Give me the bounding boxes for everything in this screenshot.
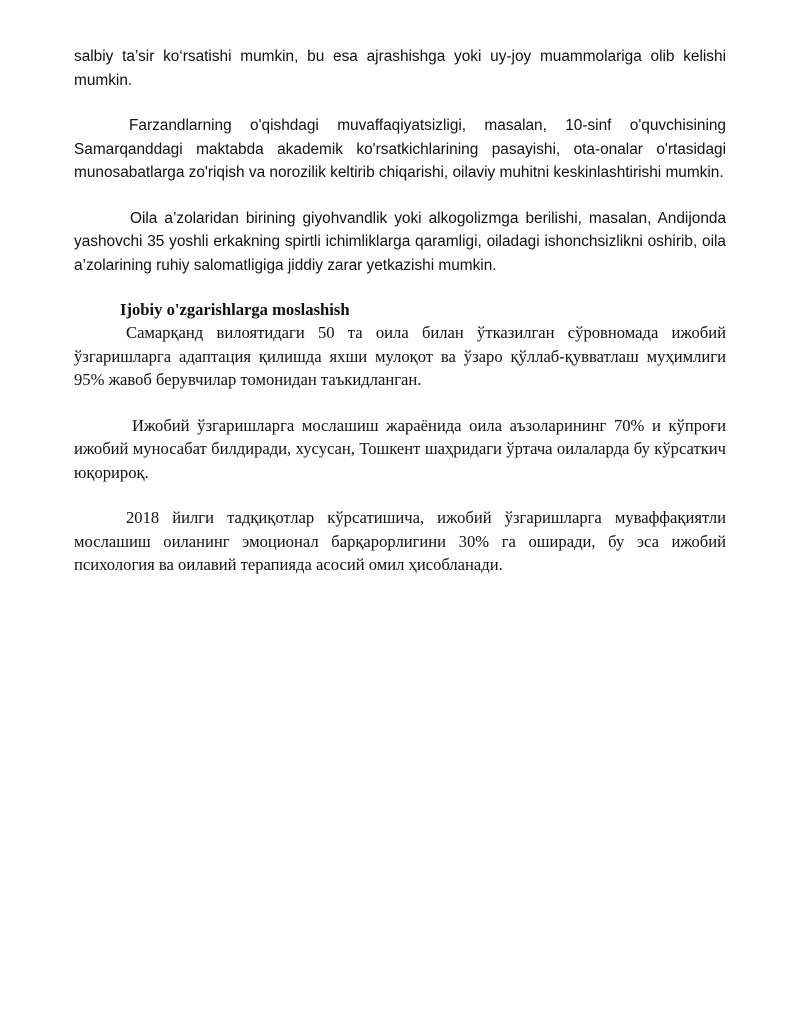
section-heading: Ijobiy o'zgarishlarga moslashish bbox=[120, 300, 350, 319]
paragraph-positive-attitude: Ижобий ўзгаришларга мослашиш жараёнида оила аъзоларининг 70% и кўпроғи ижобий муносабат билдиради, хусусан, Тошкент шаҳридаги ўртача оилаларда бу кўрсаткич юқорироқ. bbox=[74, 415, 726, 482]
document-body bbox=[74, 45, 726, 577]
paragraph-school-failure: Farzandlarning o'qishdagi muvaffaqiyatsizligi, masalan, 10-sinf o'quvchisining Samarqanddagi maktabda akademik ko'rsatkichlarining pasayishi, ota-onalar o'rtasidagi munosabatlarga zo'riqish va norozilik keltirib chiqarishi, oilaviy muhitni keskinlashtirishi mumkin. bbox=[74, 117, 726, 181]
paragraph-2018-research: 2018 йилги тадқиқотлар кўрсатишича, ижобий ўзгаришларга муваффақиятли мослашиш оиланинг эмоционал барқарорлигини 30% га оширади, бу эса ижобий психология ва оилавий терапияда асосий омил ҳисобланади. bbox=[74, 508, 726, 574]
paragraph-addiction: Oila a’zolaridan birining giyohvandlik yoki alkogolizmga berilishi, masalan, Andijonda yashovchi 35 yoshli erkakning spirtli ichimliklarga qaramligi, oiladagi ishonchsizlikni oshirib, oila a’zolarining ruhiy salomatligiga jiddiy zarar yetkazishi mumkin. bbox=[74, 209, 726, 274]
paragraph-divorce-housing: salbiy ta’sir ko‘rsatishi mumkin, bu esa ajrashishga yoki uy-joy muammolariga olib kelishi mumkin. bbox=[74, 48, 726, 89]
paragraph-samarkand-survey: Самарқанд вилоятидаги 50 та оила билан ўтказилган сўровномада ижобий ўзгаришларга адаптация қилишда яхши мулоқот ва ўзаро қўллаб-қувватлаш муҳимлиги 95% жавоб берувчилар томонидан таъкидланган. bbox=[74, 323, 726, 389]
